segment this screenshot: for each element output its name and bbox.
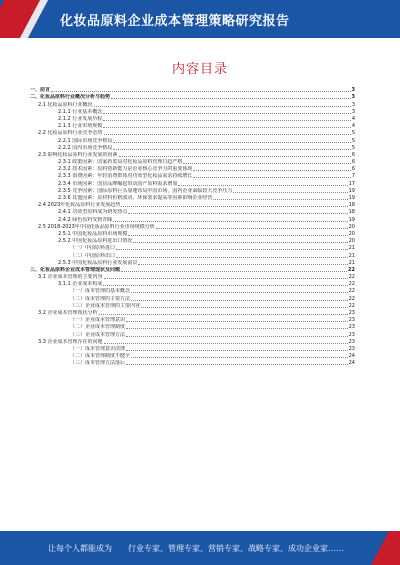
- toc-leader-dots: [131, 357, 348, 358]
- toc-entry[interactable]: [30, 352, 355, 359]
- toc-entry-page: 3: [351, 87, 355, 94]
- toc-entry-title: （三）企业成本管理的主要内容: [70, 302, 141, 309]
- toc-leader-dots: [119, 156, 351, 157]
- toc-entry-page: 20: [348, 238, 355, 245]
- toc-entry[interactable]: [30, 93, 355, 100]
- toc-entry-page: 18: [348, 202, 355, 209]
- toc-leader-dots: [113, 221, 347, 222]
- toc-leader-dots: [103, 127, 351, 128]
- toc-entry-title: 2.5.2 中国化妆品原料进出口情况: [58, 238, 133, 245]
- toc-leader-dots: [126, 321, 348, 322]
- toc-entry-page: 3: [351, 94, 355, 101]
- toc-entry[interactable]: [30, 100, 355, 107]
- toc-entry[interactable]: [30, 345, 355, 352]
- toc-entry-title: 3.3 企业成本管理存在的问题: [38, 338, 103, 345]
- toc-leader-dots: [99, 314, 348, 315]
- toc-entry-page: 17: [348, 180, 355, 187]
- toc-entry-title: （三）成本管理方法落后: [70, 360, 126, 367]
- toc-entry-title: （二）成本管理的主要方法: [70, 295, 131, 302]
- toc-entry[interactable]: [30, 115, 355, 122]
- toc-entry[interactable]: [30, 323, 355, 330]
- toc-entry[interactable]: [30, 194, 355, 201]
- toc-entry[interactable]: [30, 309, 355, 316]
- toc-leader-dots: [121, 271, 347, 272]
- toc-entry-title: （二）成本管理制度不健全: [70, 353, 131, 360]
- toc-entry-title: （二）企业成本管理制度: [70, 324, 126, 331]
- toc-entry-page: 3: [351, 108, 355, 115]
- toc-entry-page: 19: [348, 187, 355, 194]
- toc-entry-title: 2.5 2018-2023年中国化妆品原料行业市场规模分析: [38, 223, 155, 230]
- toc-entry[interactable]: [30, 294, 355, 301]
- page-footer: [0, 531, 400, 565]
- toc-entry-title: 三、化妆品原料企业成本管理现状及问题: [30, 266, 121, 273]
- toc-entry-title: 3.1.1 企业成本构成: [58, 281, 103, 288]
- toc-entry[interactable]: [30, 223, 355, 230]
- toc-heading: 内容目录: [171, 62, 228, 77]
- toc-entry[interactable]: [30, 151, 355, 158]
- toc-entry-title: 2.4 2023年化妆品原料行业发展趋势: [38, 202, 121, 209]
- toc-entry[interactable]: [30, 280, 355, 287]
- toc-leader-dots: [94, 106, 351, 107]
- toc-entry-page: 4: [351, 115, 355, 122]
- toc-entry[interactable]: [30, 86, 355, 93]
- toc-entry-page: 6: [351, 159, 355, 166]
- toc-entry-title: 2.4.1 功效型原料成为研发热点: [58, 209, 128, 216]
- footer-red-stripe: [371, 531, 400, 565]
- toc-entry[interactable]: [30, 287, 355, 294]
- toc-entry-page: 21: [348, 252, 355, 259]
- toc-entry-page: 23: [348, 324, 355, 331]
- toc-leader-dots: [126, 328, 348, 329]
- toc-entry-title: 2.3.6 其他因素：原材料价格波动、环保要求提高等因素影响企业经营: [58, 195, 213, 201]
- toc-entry-page: 23: [348, 331, 355, 338]
- toc-entry[interactable]: [30, 187, 355, 194]
- toc-leader-dots: [128, 235, 347, 236]
- toc-leader-dots: [128, 213, 347, 214]
- toc-entry-title: 2.2.1 国际市场竞争格局: [58, 137, 113, 144]
- toc-entry[interactable]: [30, 108, 355, 115]
- toc-entry-title: 一、前言: [30, 87, 51, 94]
- toc-entry-title: 2.3.2 技术因素：原料创新能力是企业核心竞争力的重要体现: [58, 166, 193, 173]
- toc-leader-dots: [141, 307, 348, 308]
- toc-entry[interactable]: [30, 144, 355, 151]
- toc-leader-dots: [103, 113, 351, 114]
- toc-entry-title: 2.1.2 行业发展历程: [58, 115, 103, 122]
- toc-entry[interactable]: [30, 302, 355, 309]
- toc-entry[interactable]: [30, 330, 355, 337]
- toc-entry-page: 23: [348, 310, 355, 316]
- toc-entry-page: 23: [348, 317, 355, 324]
- toc-leader-dots: [193, 177, 350, 178]
- toc-entry[interactable]: [30, 273, 355, 280]
- toc-entry[interactable]: [30, 259, 355, 266]
- toc-entry-title: 2.5.1 中国化妆品原料市场规模: [58, 230, 128, 237]
- toc-entry-title: 2.4.2 绿色原料受到青睐: [58, 216, 113, 223]
- toc-entry-page: 5: [351, 144, 355, 151]
- toc-entry-title: （三）企业成本管理方法: [70, 331, 126, 338]
- footer-slogan-right: 行业专家、管理专家、营销专家、战略专家、成功企业家……: [128, 544, 344, 553]
- toc-entry[interactable]: [30, 122, 355, 129]
- toc-entry-page: 22: [348, 266, 355, 273]
- toc-entry-page: 21: [348, 259, 355, 266]
- toc-entry[interactable]: [30, 266, 355, 273]
- toc-entry-page: 18: [348, 209, 355, 216]
- toc-leader-dots: [104, 343, 348, 344]
- toc-leader-dots: [178, 185, 347, 186]
- toc-entry-page: 22: [348, 302, 355, 309]
- toc-leader-dots: [104, 134, 351, 135]
- toc-leader-dots: [103, 120, 351, 121]
- toc-entry-page: 6: [351, 151, 355, 158]
- table-of-contents: [30, 86, 355, 366]
- toc-entry[interactable]: [30, 158, 355, 165]
- toc-leader-dots: [116, 257, 348, 258]
- toc-leader-dots: [103, 285, 347, 286]
- toc-entry-title: 3.2 企业成本管理现状分析: [38, 310, 98, 316]
- toc-leader-dots: [138, 264, 347, 265]
- toc-leader-dots: [51, 91, 351, 92]
- toc-entry-title: 2.3.4 市场因素：国货品牌崛起带动国产原料需求增加: [58, 180, 178, 187]
- toc-entry[interactable]: [30, 338, 355, 345]
- toc-entry[interactable]: [30, 172, 355, 179]
- toc-entry-page: 3: [351, 101, 355, 108]
- toc-entry-page: 20: [348, 230, 355, 237]
- toc-entry-page: 22: [348, 281, 355, 288]
- toc-leader-dots: [126, 336, 348, 337]
- toc-entry-title: 2.1.3 行业市场规模: [58, 123, 103, 130]
- toc-entry[interactable]: [30, 244, 355, 251]
- toc-leader-dots: [113, 142, 351, 143]
- toc-entry-page: 19: [348, 216, 355, 223]
- toc-entry-page: 4: [351, 123, 355, 130]
- toc-entry-page: 22: [348, 288, 355, 295]
- toc-leader-dots: [113, 149, 351, 150]
- toc-entry-title: 2.1.1 行业基本概念: [58, 108, 103, 115]
- toc-leader-dots: [233, 192, 347, 193]
- toc-entry-title: （一）中国原料进口: [70, 245, 116, 252]
- toc-entry-page: 5: [351, 130, 355, 137]
- toc-leader-dots: [126, 364, 348, 365]
- toc-entry[interactable]: [30, 251, 355, 258]
- toc-entry[interactable]: [30, 359, 355, 366]
- toc-entry-title: 3.1 企业成本管理的主要内容: [38, 274, 103, 281]
- toc-entry-page: 20: [348, 223, 355, 230]
- toc-entry-page: 23: [348, 338, 355, 345]
- toc-entry-title: 2.3.5 竞争因素：国际原料巨头加速布局中国市场，国内企业面临较大竞争压力: [58, 187, 233, 194]
- toc-entry-page: 21: [348, 245, 355, 252]
- toc-leader-dots: [131, 292, 348, 293]
- toc-entry-title: （二）中国原料出口: [70, 252, 116, 259]
- toc-entry-page: 6: [351, 166, 355, 173]
- toc-entry[interactable]: [30, 136, 355, 143]
- toc-leader-dots: [104, 278, 348, 279]
- toc-entry-title: 2.2 化妆品原料行业竞争态势: [38, 130, 103, 137]
- toc-leader-dots: [111, 98, 351, 99]
- toc-entry-title: 二、化妆品原料行业概况分析与趋势: [30, 94, 111, 101]
- report-title: 化妆品原料企业成本管理策略研究报告: [60, 14, 290, 29]
- footer-slogan-left: 让每个人都能成为: [48, 544, 112, 553]
- toc-entry-title: （一）成本管理的基本概念: [70, 288, 131, 295]
- toc-entry[interactable]: [30, 179, 355, 186]
- toc-entry-page: 5: [351, 137, 355, 144]
- toc-leader-dots: [131, 300, 348, 301]
- toc-entry-page: 22: [348, 274, 355, 281]
- toc-entry[interactable]: [30, 208, 355, 215]
- toc-entry-title: 2.3 影响化妆品原料行业发展的因素: [38, 151, 118, 158]
- toc-leader-dots: [116, 249, 348, 250]
- toc-leader-dots: [213, 199, 347, 200]
- toc-leader-dots: [183, 163, 350, 164]
- toc-entry[interactable]: [30, 230, 355, 237]
- toc-entry-page: 7: [351, 173, 355, 180]
- toc-entry[interactable]: [30, 237, 355, 244]
- toc-entry[interactable]: [30, 215, 355, 222]
- toc-leader-dots: [156, 228, 348, 229]
- toc-entry-page: 24: [348, 360, 355, 367]
- toc-leader-dots: [126, 350, 348, 351]
- toc-entry[interactable]: [30, 201, 355, 208]
- toc-entry-page: 23: [348, 345, 355, 352]
- toc-entry-page: 19: [348, 195, 355, 201]
- toc-entry[interactable]: [30, 165, 355, 172]
- toc-leader-dots: [121, 206, 347, 207]
- toc-entry[interactable]: [30, 129, 355, 136]
- toc-entry-page: 22: [348, 295, 355, 302]
- toc-leader-dots: [193, 170, 350, 171]
- toc-entry-title: 2.2.2 国内市场竞争格局: [58, 144, 113, 151]
- toc-entry-page: 24: [348, 353, 355, 360]
- page-header: [0, 0, 400, 38]
- toc-leader-dots: [133, 242, 347, 243]
- toc-entry-title: 2.1 化妆品原料行业概况: [38, 101, 93, 108]
- toc-entry-title: （一）成本管理意识淡薄: [70, 345, 126, 352]
- toc-entry-title: 2.3.1 政策因素：国家药监局对化妆品原料管理日趋严格: [58, 159, 183, 166]
- toc-entry[interactable]: [30, 316, 355, 323]
- toc-entry-title: 2.5.3 中国化妆品原料行业发展前景: [58, 259, 138, 266]
- toc-entry-title: （一）企业成本管理意识: [70, 317, 126, 324]
- toc-entry-title: 2.3.3 消费因素：年轻消费群体对功效型化妆品需求持续增长: [58, 173, 193, 180]
